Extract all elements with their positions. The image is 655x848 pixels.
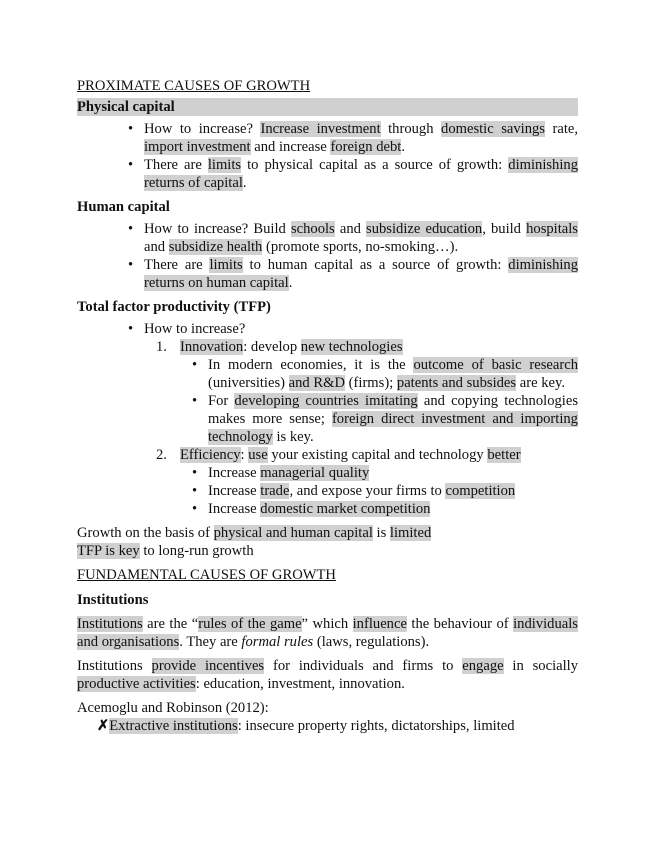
subheading-institutions: Institutions: [77, 592, 149, 608]
list-item: • How to increase? 1. Innovation: develop new technologies • In modern economies, it is the outcome of basic research (universities) and R&D (firms); patents and subsides are key. • For developing countries imitating and copying technologies makes more sense; foreign direct investment and importing technology is key. 2. Efficiency: use your existing capital and technology better • Increase managerial quality • Increase trade, and expose your firms to competition • Increase domestic market competition: [128, 320, 578, 518]
document-page: [77, 77, 578, 735]
tfp-numbered-list: [156, 338, 578, 518]
innovation-sublist: [192, 356, 578, 446]
institutions-paragraph-2: Institutions provide incentives for individuals and firms to engage in socially productive activities: education, investment, innovation.: [77, 658, 579, 692]
subheading-physical-capital: Physical capital: [77, 98, 578, 116]
numbered-item-efficiency: 2. Efficiency: use your existing capital and technology better • Increase managerial quality • Increase trade, and expose your firms to competition • Increase domestic market competition: [156, 446, 578, 518]
efficiency-sublist: [192, 464, 578, 518]
list-item: • Increase domestic market competition: [192, 500, 578, 518]
list-item: • In modern economies, it is the outcome of basic research (universities) and R&D (firms); patents and subsides are key.: [192, 356, 578, 392]
cross-icon: ✗: [97, 718, 110, 734]
extractive-institutions-item: ✗Extractive institutions: insecure property rights, dictatorships, limited: [97, 718, 515, 734]
subheading-human-capital: Human capital: [77, 199, 170, 215]
physical-capital-list: [128, 120, 578, 192]
summary-line-1: Growth on the basis of physical and human capital is limited: [77, 525, 432, 541]
tfp-list: [128, 320, 578, 518]
section-heading-proximate: PROXIMATE CAUSES OF GROWTH: [77, 78, 311, 94]
numbered-item-innovation: 1. Innovation: develop new technologies • In modern economies, it is the outcome of basic research (universities) and R&D (firms); patents and subsides are key. • For developing countries imitating and copying technologies makes more sense; foreign direct investment and importing technology is key.: [156, 338, 578, 446]
list-item: • Increase trade, and expose your firms to competition: [192, 482, 578, 500]
human-capital-list: [128, 220, 578, 292]
reference-line: Acemoglu and Robinson (2012):: [77, 700, 269, 716]
list-item: • For developing countries imitating and copying technologies makes more sense; foreign direct investment and importing technology is key.: [192, 392, 578, 446]
subheading-tfp: Total factor productivity (TFP): [77, 299, 271, 315]
list-item: • How to increase? Build schools and subsidize education, build hospitals and subsidize health (promote sports, no-smoking…).: [128, 220, 578, 256]
section-heading-fundamental: FUNDAMENTAL CAUSES OF GROWTH: [77, 567, 336, 583]
list-item: • There are limits to human capital as a source of growth: diminishing returns on human capital.: [128, 256, 578, 292]
institutions-paragraph-1: Institutions are the “rules of the game” which influence the behaviour of individuals and organisations. They are formal rules (laws, regulations).: [77, 616, 578, 650]
summary-line-2: TFP is key to long-run growth: [77, 543, 254, 559]
list-item: • Increase managerial quality: [192, 464, 578, 482]
list-item: • How to increase? Increase investment through domestic savings rate, import investment and increase foreign debt.: [128, 120, 578, 156]
list-item: • There are limits to physical capital as a source of growth: diminishing returns of capital.: [128, 156, 578, 192]
